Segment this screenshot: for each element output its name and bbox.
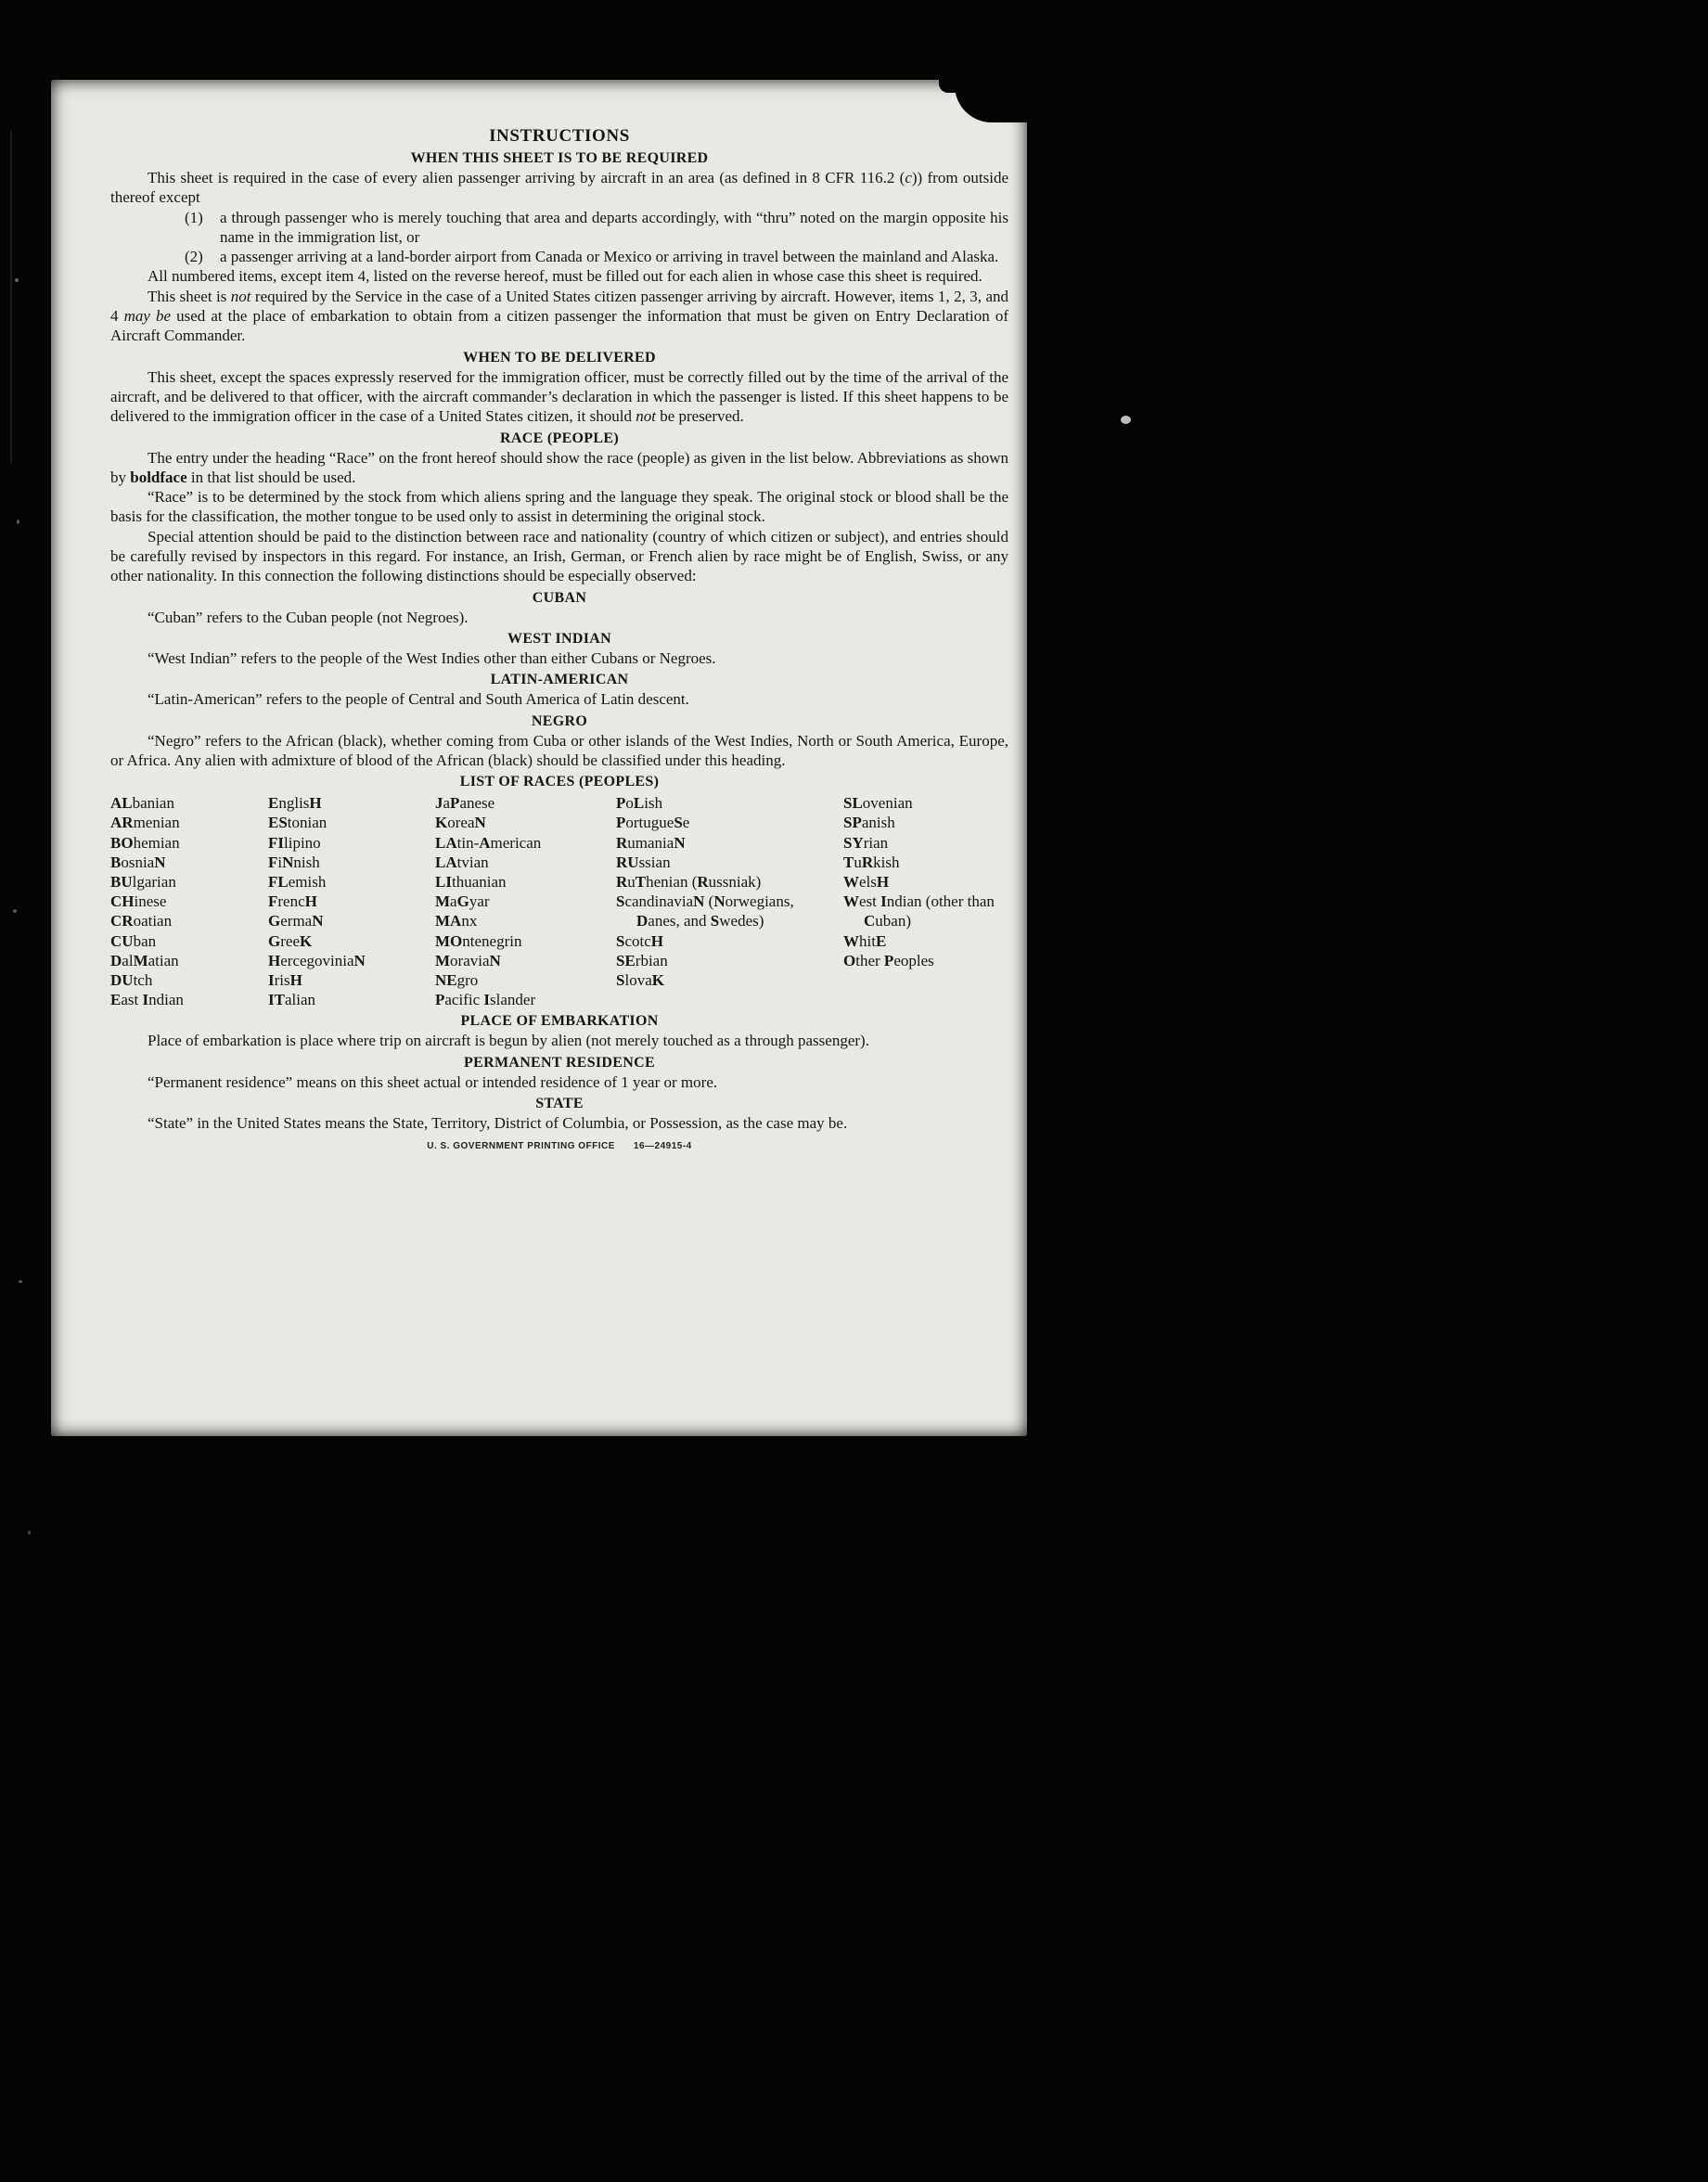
scan-ink-blob <box>939 80 976 93</box>
paragraph <box>110 367 1008 427</box>
race-item: EStonian <box>268 814 327 832</box>
scan-speck <box>15 278 19 282</box>
text-segment: “Latin-American” refers to the people of Central and South America of Latin descent. <box>148 690 689 709</box>
race-item: BosniaN <box>110 853 166 871</box>
text-segment: may be <box>123 307 172 326</box>
text-segment: This sheet, except the spaces expressly reserved for the immigration officer, must be correctly filled out by the time of the arrival of the aircraft, and be delivered to that officer, with the aircraft commander’s declaration in which the passenger is listed. If this sheet happens to be delivered to the immigration officer in the case of a United States citizen, it should <box>110 367 1008 426</box>
document-content <box>51 80 1027 1194</box>
text-segment: “West Indian” refers to the people of the West Indies other than either Cubans or Negroes. <box>148 648 716 667</box>
form-code: 16—24915-4 <box>633 1141 692 1152</box>
numbered-item-marker: (1) <box>185 208 203 226</box>
section-heading: WEST INDIAN <box>507 630 611 647</box>
race-item: PoLish <box>616 794 663 813</box>
section-heading: LATIN-AMERICAN <box>490 672 629 688</box>
race-item: Other Peoples <box>843 951 934 969</box>
text-segment: used at the place of embarkation to obtain from a citizen passenger the information that must be given on Entry Declaration of Aircraft Commander. <box>110 307 1008 345</box>
race-item: FiNnish <box>268 853 320 871</box>
race-item: TuRkish <box>843 853 900 871</box>
race-item: SlovaK <box>616 970 664 989</box>
race-item: SPanish <box>843 814 895 832</box>
numbered-item <box>110 247 1008 266</box>
race-item: CUban <box>110 931 157 950</box>
race-item: CHinese <box>110 892 167 911</box>
race-item: ARmenian <box>110 814 180 832</box>
section-heading: STATE <box>535 1095 584 1111</box>
section-heading: WHEN TO BE DELIVERED <box>463 349 656 366</box>
race-list-column <box>268 793 435 1009</box>
race-item: LAtin-American <box>435 833 542 852</box>
section-heading: WHEN THIS SHEET IS TO BE REQUIRED <box>410 150 709 166</box>
race-item: MaGyar <box>435 892 490 911</box>
paragraph <box>110 266 1008 286</box>
scan-speck <box>19 1280 22 1283</box>
text-segment: “Permanent residence” means on this sheet actual or intended residence of 1 year or more. <box>148 1072 718 1091</box>
paragraph <box>110 487 1008 527</box>
race-item: LIthuanian <box>435 872 507 891</box>
race-item: BUlgarian <box>110 872 176 891</box>
text-segment: “Cuban” refers to the Cuban people (not Negroes). <box>148 608 469 626</box>
scan-speck <box>1121 416 1131 424</box>
text-segment: All numbered items, except item 4, listed on the reverse hereof, must be filled out for each alien in whose case this sheet is required. <box>148 267 982 286</box>
text-segment: a through passenger who is merely touching that area and departs accordingly, with “thru” noted on the margin opposite his name in the immigration list, or <box>220 208 1008 246</box>
paragraph <box>110 731 1008 771</box>
section-heading: CUBAN <box>532 589 587 606</box>
text-segment: boldface <box>130 468 187 486</box>
text-segment: )) from outside thereof except <box>110 169 1008 207</box>
text-segment: c <box>905 169 912 186</box>
race-item: WhitE <box>843 931 887 950</box>
numbered-item-marker: (2) <box>185 248 203 266</box>
race-item: RumaniaN <box>616 833 686 852</box>
paragraph <box>110 527 1008 586</box>
race-item: ITalian <box>268 991 316 1009</box>
race-list-column <box>843 793 1008 1009</box>
race-item: JaPanese <box>435 794 495 813</box>
race-item: MoraviaN <box>435 951 501 969</box>
race-item: FrencH <box>268 892 317 911</box>
section-heading: LIST OF RACES (PEOPLES) <box>459 774 660 790</box>
document-sections <box>110 150 1008 1133</box>
scan-speck <box>17 520 19 524</box>
paragraph <box>110 448 1008 488</box>
text-segment: be preserved. <box>655 407 744 426</box>
document-footer <box>110 1141 1008 1151</box>
scan-speck <box>28 1531 31 1534</box>
race-item: CRoatian <box>110 912 173 931</box>
race-item: FLemish <box>268 872 327 891</box>
paragraph <box>110 608 1008 627</box>
race-item: MAnx <box>435 912 478 931</box>
race-list-column <box>110 793 268 1009</box>
section-heading: PLACE OF EMBARKATION <box>460 1013 659 1030</box>
race-item: NEgro <box>435 970 479 989</box>
text-segment: not <box>636 407 656 426</box>
race-item: Pacific Islander <box>435 991 536 1009</box>
text-segment: The entry under the heading “Race” on the front hereof should show the race (people) as given in the list below. Abbreviations as shown by <box>110 448 1008 486</box>
paragraph <box>110 648 1008 668</box>
race-item: RUssian <box>616 853 671 871</box>
race-item: HercegoviniaN <box>268 951 366 969</box>
race-item: ALbanian <box>110 794 174 813</box>
document-title: INSTRUCTIONS <box>489 126 630 146</box>
paragraph <box>110 287 1008 346</box>
paragraph <box>110 168 1008 208</box>
scan-speck <box>13 909 17 913</box>
paragraph <box>110 1031 1008 1050</box>
text-segment: “Negro” refers to the African (black), whether coming from Cuba or other islands of the West Indies, North or South America, Europe, or Africa. Any alien with admixture of blood of the African (black) should be classified under this heading. <box>110 731 1008 769</box>
text-segment: a passenger arriving at a land-border airport from Canada or Mexico or arriving in travel between the mainland and Alaska. <box>220 248 999 266</box>
race-item: EnglisH <box>268 794 322 813</box>
paragraph <box>110 1113 1008 1133</box>
race-item: ScotcH <box>616 931 664 950</box>
race-item: SYrian <box>843 833 889 852</box>
text-segment: This sheet is <box>148 287 231 305</box>
scan-scratch <box>10 130 12 464</box>
race-item: ScandinaviaN (Norwegians, Danes, and Swedes) <box>616 892 794 931</box>
section-heading: RACE (PEOPLE) <box>500 430 619 446</box>
race-item: FIlipino <box>268 833 321 852</box>
section-heading: PERMANENT RESIDENCE <box>464 1054 655 1071</box>
race-list-columns <box>110 793 1008 1009</box>
race-item: East Indian <box>110 991 184 1009</box>
text-segment: This sheet is required in the case of every alien passenger arriving by aircraft in an area (as defined in 8 CFR 116.2 ( <box>148 169 905 186</box>
printing-office-imprint: U. S. GOVERNMENT PRINTING OFFICE <box>427 1141 615 1152</box>
race-item: IrisH <box>268 970 302 989</box>
text-segment: Place of embarkation is place where trip on aircraft is begun by alien (not merely touched as a through passenger). <box>148 1032 869 1050</box>
race-item: SLovenian <box>843 794 913 813</box>
race-list-column <box>435 793 616 1009</box>
paragraph <box>110 1072 1008 1092</box>
text-segment: required by the Service in the case of a United States citizen passenger arriving by aircraft. However, items 1, 2, 3, and 4 <box>110 287 1008 326</box>
text-segment: “State” in the United States means the State, Territory, District of Columbia, or Possession, as the case may be. <box>148 1113 848 1132</box>
paragraph <box>110 689 1008 709</box>
race-item: KoreaN <box>435 814 486 832</box>
race-item: West Indian (other than Cuban) <box>843 892 995 931</box>
text-segment: not <box>230 287 251 305</box>
race-item: GermaN <box>268 912 324 931</box>
document-sheet <box>51 80 1027 1436</box>
section-heading: NEGRO <box>531 712 588 729</box>
numbered-item <box>110 208 1008 248</box>
text-segment: Special attention should be paid to the distinction between race and nationality (country of which citizen or subject), and entries should be carefully revised by inspectors in this regard. For instance, an Irish, German, or French alien by race might be of English, Swiss, or any other nationality. In this connection the following distinctions should be especially observed: <box>110 527 1008 585</box>
text-segment: in that list should be used. <box>186 468 356 486</box>
race-item: MOntenegrin <box>435 931 522 950</box>
text-segment: “Race” is to be determined by the stock from which aliens spring and the language they speak. The original stock or blood shall be the basis for the classification, the mother tongue to be used only to assist in determining the original stock. <box>110 488 1008 526</box>
race-item: SErbian <box>616 951 668 969</box>
race-item: WelsH <box>843 872 890 891</box>
race-item: GreeK <box>268 931 313 950</box>
race-item: DUtch <box>110 970 153 989</box>
race-list-column <box>616 793 843 1009</box>
race-item: RuThenian (Russniak) <box>616 872 762 891</box>
race-item: PortugueSe <box>616 814 690 832</box>
race-item: LAtvian <box>435 853 489 871</box>
race-item: DalMatian <box>110 951 179 969</box>
race-item: BOhemian <box>110 833 180 852</box>
